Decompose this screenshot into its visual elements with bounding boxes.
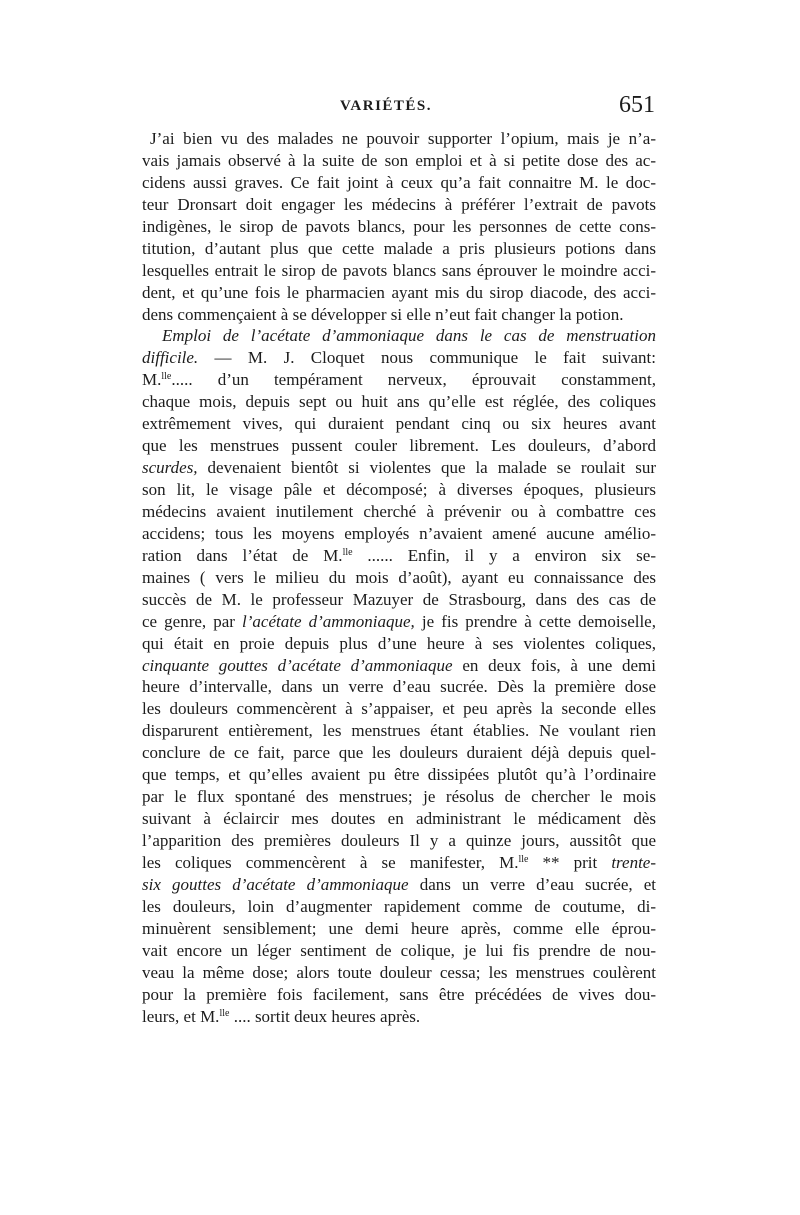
text-line: extrêmement vives, qui duraient pendant cinq ou six heures avant — [142, 414, 656, 434]
text-line: dent, et qu’une fois le pharmacien ayant mis du sirop diacode, des acci- — [142, 282, 656, 302]
text-line: J’ai bien vu des malades ne pouvoir supporter l’opium, mais je n’a- — [150, 129, 656, 148]
text-line: pour la première fois facilement, sans être précédées de vives dou- — [142, 984, 656, 1004]
text-line: scurdes, devenaient bientôt si violentes que la malade se roulait sur — [142, 458, 656, 478]
page-number: 651 — [619, 92, 655, 118]
text-line: M.$^{lle}$..... d’un tempérament nerveux, éprouvait constamment, — [142, 370, 656, 390]
running-title: VARIÉTÉS. — [340, 98, 433, 114]
heading-italic: Emploi de l’acétate d’ammoniaque dans le cas de menstruation — [162, 326, 656, 346]
text-line: vais jamais observé à la suite de son emploi et à si petite dose des ac- — [142, 150, 656, 170]
text-line: minuèrent sensiblement; une demi heure après, comme elle éprou- — [142, 918, 656, 938]
text-line: maines ( vers le milieu du mois d’août), ayant eu connaissance des — [142, 567, 656, 587]
text-line: cidens aussi graves. Ce fait joint à ceux qu’a fait connaitre M. le doc- — [142, 172, 656, 192]
text-line: cinquante gouttes d’acétate d’ammoniaque en deux fois, à une demi — [142, 655, 656, 675]
text-line: teur Dronsart doit engager les médecins à préférer l’extrait de pavots — [142, 194, 656, 214]
text-line: qui était en proie depuis plus d’une heure à ses violentes coliques, — [142, 633, 656, 653]
text-line: dens commençaient à se développer si elle n’eut fait changer la potion. — [142, 304, 624, 324]
text-line: conclure de ce fait, parce que les douleurs duraient déjà depuis quel- — [142, 743, 656, 763]
text-line: difficile. — M. J. Cloquet nous communique le fait suivant: — [142, 348, 656, 368]
text-line: les coliques commencèrent à se manifester, M.$^{lle}$ ** prit trente- — [142, 852, 656, 872]
text-line: disparurent entièrement, les menstrues étant établies. Ne voulant rien — [142, 721, 656, 741]
running-head — [139, 92, 657, 126]
text-line: médecins avaient inutilement cherché à prévenir ou à combattre ces — [142, 501, 656, 521]
text-line: ce genre, par l’acétate d’ammoniaque, je fis prendre à cette demoiselle, — [142, 611, 656, 631]
text-line: titution, d’autant plus que cette malade a pris plusieurs potions dans — [142, 238, 656, 258]
text-line: vait encore un léger sentiment de colique, je lui fis prendre de nou- — [142, 940, 656, 960]
text-line: indigènes, le sirop de pavots blancs, pour les personnes de cette cons- — [142, 216, 656, 236]
text-line: par le flux spontané des menstrues; je résolus de chercher le mois — [142, 787, 656, 807]
text-line: suivant à éclaircir mes doutes en administrant le médicament dès — [142, 809, 656, 829]
text-line: l’apparition des premières douleurs Il y a quinze jours, aussitôt que — [142, 831, 656, 850]
text-line: les douleurs, loin d’augmenter rapidement comme de coutume, di- — [142, 896, 656, 916]
text-line: veau la même dose; alors toute douleur cessa; les menstrues coulèrent — [142, 962, 656, 982]
text-line: chaque mois, depuis sept ou huit ans qu’elle est réglée, des coliques — [142, 392, 656, 412]
text-line: que les menstrues pussent couler librement. Les douleurs, d’abord — [142, 436, 656, 456]
text-line: accidens; tous les moyens employés n’avaient amené aucune amélio- — [142, 523, 656, 543]
body-text — [142, 128, 656, 1027]
text-line: ration dans l’état de M.$^{lle}$ ...... Enfin, il y a environ six se- — [142, 545, 656, 565]
text-line: son lit, le visage pâle et décomposé; à diverses époques, plusieurs — [142, 480, 656, 499]
section-heading — [142, 325, 656, 347]
text-line: six gouttes d’acétate d’ammoniaque dans un verre d’eau sucrée, et — [142, 874, 656, 894]
text-line: lesquelles entrait le sirop de pavots blancs sans éprouver le moindre acci- — [142, 260, 656, 280]
text-line: que temps, et qu’elles avaient pu être dissipées plutôt qu’à l’ordinaire — [142, 765, 656, 785]
text-line: leurs, et M.$^{lle}$ .... sortit deux heures après. — [142, 1006, 421, 1026]
text-line: succès de M. le professeur Mazuyer de Strasbourg, dans des cas de — [142, 589, 656, 609]
text-line: heure d’intervalle, dans un verre d’eau sucrée. Dès la première dose — [142, 677, 656, 697]
text-line: les douleurs commencèrent à s’appaiser, et peu après la seconde elles — [142, 699, 656, 719]
